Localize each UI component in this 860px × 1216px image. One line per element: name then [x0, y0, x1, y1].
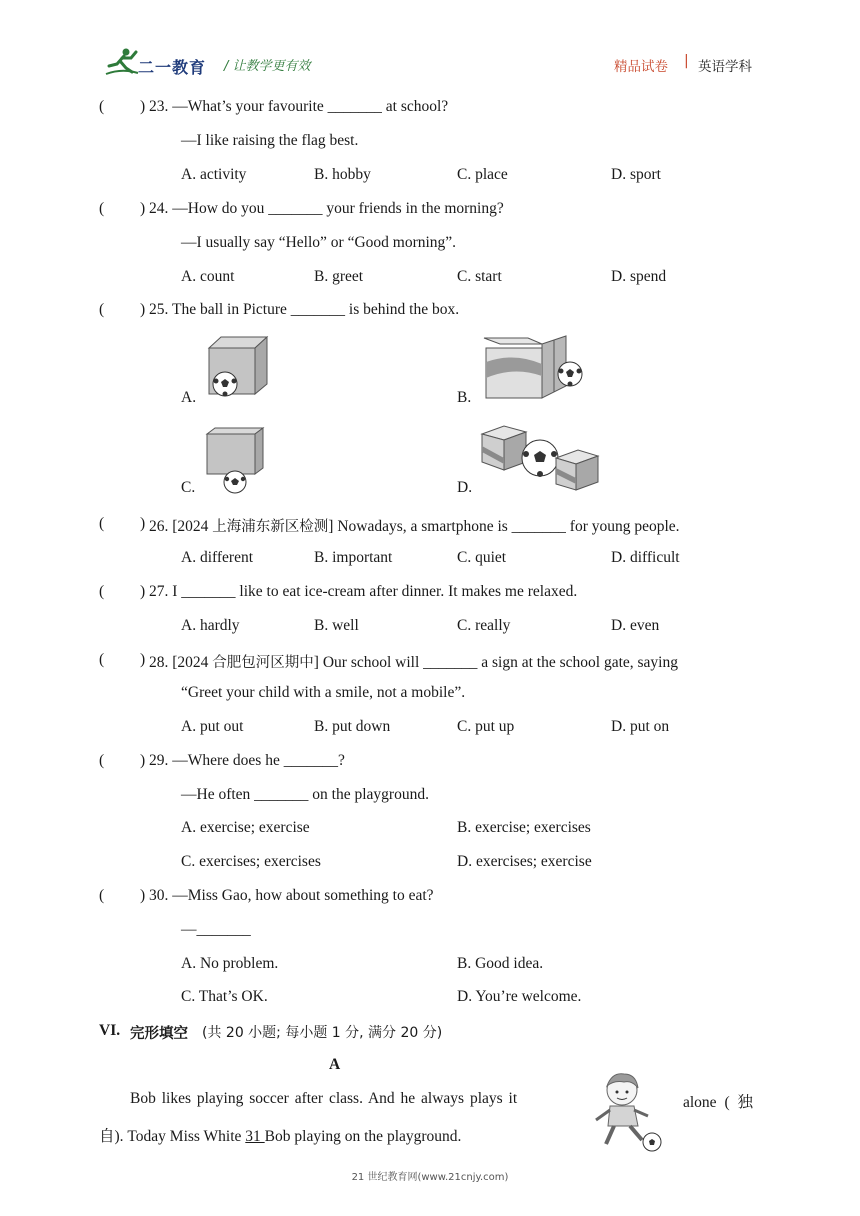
answer-paren-close: ): [140, 583, 146, 600]
answer-paren-close: ): [140, 752, 146, 769]
subject-tag: 英语学科: [698, 59, 752, 75]
answer-paren-close: ): [140, 887, 146, 904]
section-info: (共 20 小题; 每小题 1 分, 满分 20 分): [202, 1025, 443, 1041]
option-b: B. important: [314, 549, 393, 566]
passage-line-2: [99, 1124, 461, 1146]
box-ball-under-picture: [205, 426, 265, 494]
option-c: C. That’s OK.: [181, 988, 268, 1005]
answer-paren-close: ): [140, 200, 146, 217]
option-b: B. hobby: [314, 166, 371, 183]
premium-tag: 精品试卷: [614, 59, 668, 75]
question-stem: 23. —What’s your favourite _______ at school?: [149, 98, 449, 115]
footer: 21 世纪教育网(www.21cnjy.com): [351, 1172, 509, 1183]
stem-suffix: ] Nowadays, a smartphone is _______ for young people.: [328, 518, 680, 535]
answer-paren-close: ): [140, 98, 146, 115]
option-a: A. different: [181, 549, 254, 566]
answer-paren-open: (: [99, 887, 105, 904]
question-stem: [149, 651, 678, 672]
answer-paren-close: ): [140, 515, 146, 532]
stem-prefix: 26. [2024: [149, 518, 213, 535]
question-stem: 25. The ball in Picture _______ is behind the box.: [149, 301, 460, 318]
option-c: C. start: [457, 268, 502, 285]
option-b: B.: [457, 389, 472, 406]
stem-prefix: 28. [2024: [149, 654, 213, 671]
answer-paren-open: (: [99, 98, 105, 115]
source-tag: 合肥包河区期中: [212, 655, 314, 671]
option-d: D. difficult: [611, 549, 680, 566]
option-d: D. put on: [611, 718, 670, 735]
option-c: C. really: [457, 617, 511, 634]
answer-paren-open: (: [99, 515, 105, 532]
option-c: C. exercises; exercises: [181, 853, 321, 870]
option-a: A. count: [181, 268, 235, 285]
answer-paren-open: (: [99, 752, 105, 769]
section-number: VI.: [99, 1022, 121, 1039]
boy-kicking-ball-illustration: [584, 1070, 668, 1154]
question-reply: —_______: [181, 921, 251, 938]
option-d: D. You’re welcome.: [457, 988, 582, 1005]
stem-suffix: ] Our school will _______ a sign at the school gate, saying: [313, 654, 678, 671]
option-b: B. put down: [314, 718, 391, 735]
question-reply: —I usually say “Hello” or “Good morning”.: [181, 234, 457, 251]
option-d: D. spend: [611, 268, 667, 285]
running-man-logo-icon: [104, 46, 140, 78]
passage-line-1: Bob likes playing soccer after class. And he always plays it: [130, 1090, 518, 1107]
answer-paren-close: ): [140, 301, 146, 318]
option-a: A. hardly: [181, 617, 240, 634]
box-ball-side-picture: [480, 334, 588, 404]
slogan: / 让教学更有效: [224, 59, 311, 74]
passage-line-1-end-text: alone ( 独: [683, 1094, 753, 1111]
option-a: A. put out: [181, 718, 244, 735]
option-a: A. exercise; exercise: [181, 819, 310, 836]
box-ball-front-picture: [205, 334, 271, 400]
section-title: 完形填空: [130, 1026, 188, 1042]
option-a: A.: [181, 389, 197, 406]
logo-text: 二一教育: [138, 58, 207, 77]
logo: [104, 46, 224, 80]
passage-line-1-end: [683, 1090, 753, 1112]
option-d: D.: [457, 479, 473, 496]
option-d: D. exercises; exercise: [457, 853, 592, 870]
option-b: B. well: [314, 617, 359, 634]
ball-between-boxes-picture: [480, 424, 602, 494]
option-c: C. put up: [457, 718, 515, 735]
option-a: A. No problem.: [181, 955, 279, 972]
passage-line-2-end: Bob playing on the playground.: [264, 1128, 462, 1145]
blank-31[interactable]: 31: [245, 1128, 265, 1145]
option-c: C.: [181, 479, 196, 496]
question-stem: 24. —How do you _______ your friends in the morning?: [149, 200, 504, 217]
passage-label: A: [329, 1056, 341, 1073]
passage-line-2-start: 自). Today Miss White: [99, 1128, 246, 1145]
option-c: C. place: [457, 166, 508, 183]
question-stem: 29. —Where does he _______?: [149, 752, 345, 769]
question-reply: —He often _______ on the playground.: [181, 786, 429, 803]
option-b: B. greet: [314, 268, 364, 285]
answer-paren-open: (: [99, 583, 105, 600]
question-stem: 30. —Miss Gao, how about something to eat?: [149, 887, 434, 904]
answer-paren-open: (: [99, 651, 105, 668]
option-d: D. even: [611, 617, 660, 634]
question-stem: 27. I _______ like to eat ice-cream after dinner. It makes me relaxed.: [149, 583, 578, 600]
question-stem: [149, 515, 680, 536]
answer-paren-open: (: [99, 301, 105, 318]
source-tag: 上海浦东新区检测: [212, 519, 329, 535]
question-continuation: “Greet your child with a smile, not a mobile”.: [181, 684, 466, 701]
question-reply: —I like raising the flag best.: [181, 132, 359, 149]
answer-paren-open: (: [99, 200, 105, 217]
tag-separator: |: [684, 53, 689, 69]
option-b: B. exercise; exercises: [457, 819, 591, 836]
answer-paren-close: ): [140, 651, 146, 668]
option-d: D. sport: [611, 166, 661, 183]
option-b: B. Good idea.: [457, 955, 544, 972]
option-a: A. activity: [181, 166, 247, 183]
option-c: C. quiet: [457, 549, 507, 566]
